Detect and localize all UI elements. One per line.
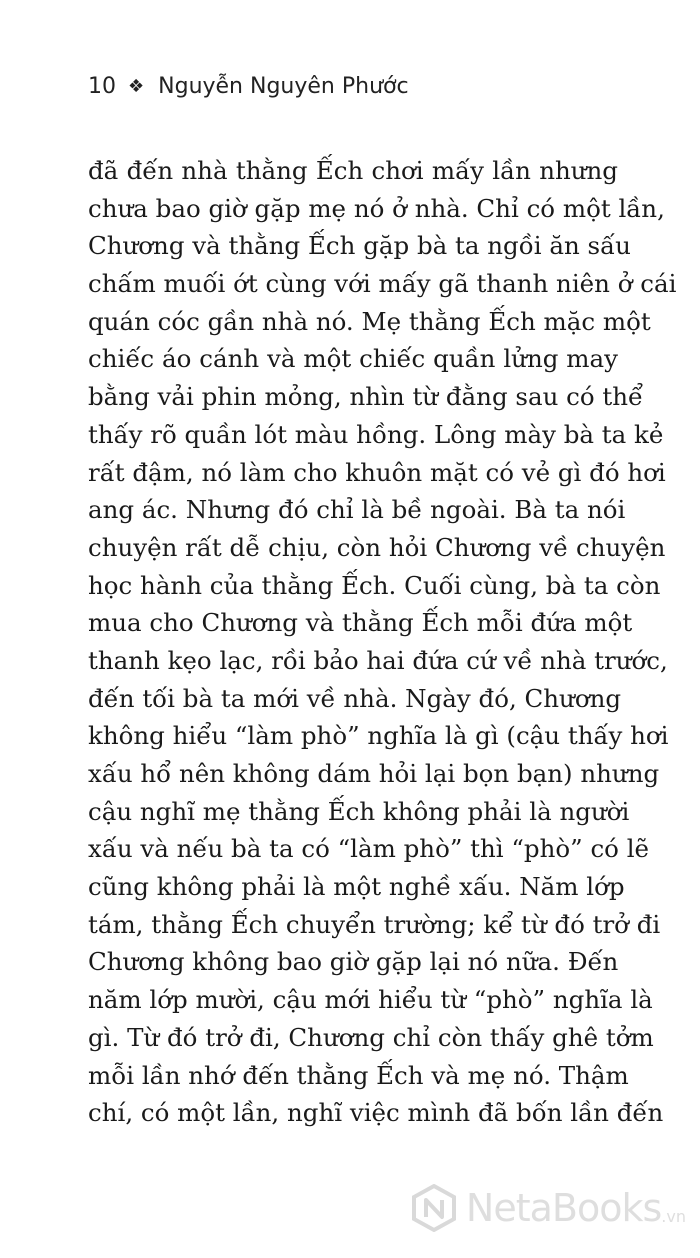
text-line: đã đến nhà thằng Ếch chơi mấy lần nhưng	[88, 156, 618, 185]
running-header	[88, 74, 409, 99]
text-line: rất đậm, nó làm cho khuôn mặt có vẻ gì đó hơi	[88, 457, 666, 487]
text-line: năm lớp mười, cậu mới hiểu từ “phò” nghĩa là	[88, 985, 653, 1015]
page-number: 10	[88, 74, 116, 99]
text-line: gì. Từ đó trở đi, Chương chỉ còn thấy ghê tởm	[88, 1022, 654, 1052]
text-line: xấu và nếu bà ta có “làm phò” thì “phò” có lẽ	[88, 834, 650, 864]
text-line: chuyện rất dễ chịu, còn hỏi Chương về chuyện	[88, 532, 666, 562]
author-name: Nguyễn Nguyên Phước	[158, 74, 409, 99]
text-line: cũng không phải là một nghề xấu. Năm lớp	[88, 872, 625, 902]
body-text	[88, 152, 677, 1132]
text-line: Chương không bao giờ gặp lại nó nữa. Đến	[88, 947, 619, 977]
text-line: bằng vải phin mỏng, nhìn từ đằng sau có thể	[88, 382, 644, 412]
text-line: quán cóc gần nhà nó. Mẹ thằng Ếch mặc một	[88, 306, 651, 336]
text-line: tám, thằng Ếch chuyển trường; kể từ đó trở đi	[88, 909, 661, 939]
text-line: thấy rõ quần lót màu hồng. Lông mày bà ta kẻ	[88, 419, 664, 449]
text-line: xấu hổ nên không dám hỏi lại bọn bạn) nhưng	[88, 759, 660, 788]
text-line: ang ác. Nhưng đó chỉ là bề ngoài. Bà ta nói	[88, 495, 626, 525]
text-line: chưa bao giờ gặp mẹ nó ở nhà. Chỉ có một lần,	[88, 193, 665, 223]
text-line: chiếc áo cánh và một chiếc quần lửng may	[88, 344, 618, 374]
text-line: Chương và thằng Ếch gặp bà ta ngồi ăn sấu	[88, 231, 631, 261]
text-line: không hiểu “làm phò” nghĩa là gì (cậu thấy hơi	[88, 721, 669, 751]
text-line: cậu nghĩ mẹ thằng Ếch không phải là người	[88, 796, 630, 826]
netabooks-logo-icon	[410, 1184, 458, 1232]
text-line: thanh kẹo lạc, rồi bảo hai đứa cứ về nhà trước,	[88, 645, 668, 675]
text-line: học hành của thằng Ếch. Cuối cùng, bà ta còn	[88, 570, 661, 600]
ornament-icon: ❖	[128, 76, 145, 97]
text-line: chấm muối ớt cùng với mấy gã thanh niên ở cái	[88, 269, 677, 299]
watermark-brand: NetaBooks	[465, 1186, 662, 1230]
text-line: chí, có một lần, nghĩ việc mình đã bốn lần đến	[88, 1098, 664, 1128]
watermark-domain: .vn	[661, 1207, 686, 1226]
text-line: đến tối bà ta mới về nhà. Ngày đó, Chương	[88, 683, 622, 713]
text-line: mua cho Chương và thằng Ếch mỗi đứa một	[88, 608, 633, 638]
watermark	[410, 1184, 686, 1232]
text-line: mỗi lần nhớ đến thằng Ếch và mẹ nó. Thậm	[88, 1060, 629, 1090]
